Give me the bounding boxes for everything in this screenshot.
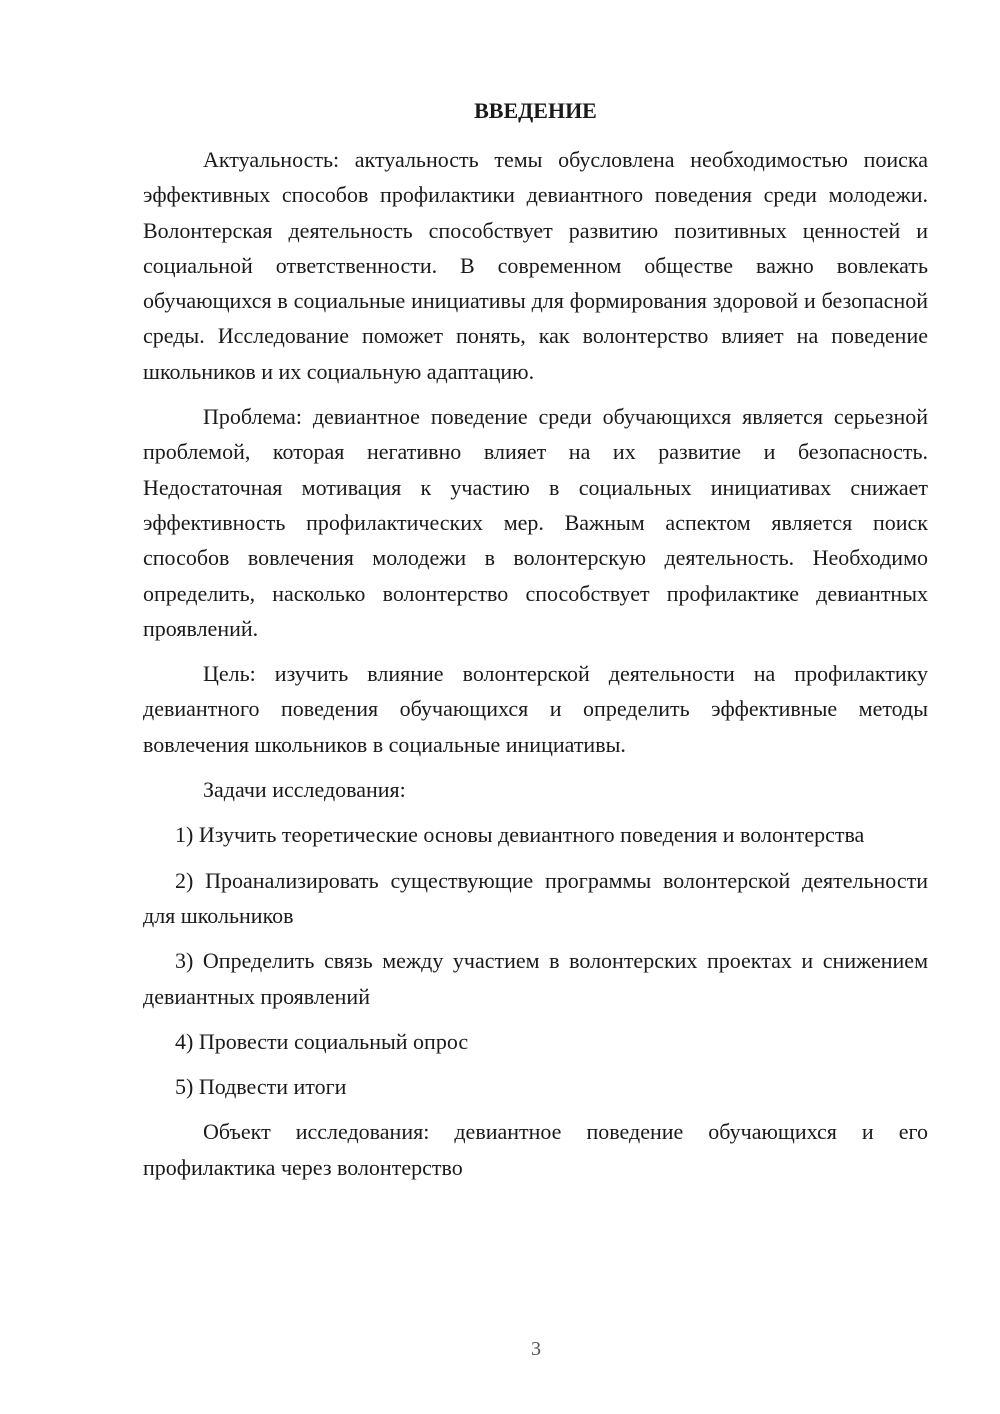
task-item: 3) Определить связь между участием в волонтерских проектах и снижением девиантных проявлений [143,948,928,1009]
problem-paragraph: Проблема: девиантное поведение среди обучающихся является серьезной проблемой, которая негативно влияет на их развитие и безопасность. Недостаточная мотивация к участию в социальных инициативах снижает эффективность профилактических мер. Важным аспектом является поиск способов вовлечения молодежи в волонтерскую деятельность. Необходимо определить, насколько волонтерство способствует профилактике девиантных проявлений. [143,404,928,641]
relevance-paragraph: Актуальность: актуальность темы обусловлена необходимостью поиска эффективных способов профилактики девиантного поведения среди молодежи. Волонтерская деятельность способствует развитию позитивных ценностей и социальной ответственности. В современном обществе важно вовлекать обучающихся в социальные инициативы для формирования здоровой и безопасной среды. Исследование поможет понять, как волонтерство влияет на поведение школьников и их социальную адаптацию. [143,147,928,384]
tasks-list [143,817,928,1104]
tasks-heading: Задачи исследования: [203,777,406,803]
section-title: ВВЕДЕНИЕ [474,98,597,123]
task-item: 2) Проанализировать существующие программы волонтерской деятельности для школьников [143,867,928,928]
object-paragraph: Объект исследования: девиантное поведение обучающихся и его профилактика через волонтерство [143,1119,928,1180]
page-content [143,93,928,1195]
task-item: 4) Провести социальный опрос [175,1028,469,1054]
page-number: 3 [531,1338,541,1360]
goal-paragraph: Цель: изучить влияние волонтерской деятельности на профилактику девиантного поведения обучающихся и определить эффективные методы вовлечения школьников в социальные инициативы. [143,661,928,757]
task-item: 5) Подвести итоги [175,1074,347,1100]
task-item: 1) Изучить теоретические основы девиантного поведения и волонтерства [175,822,865,848]
